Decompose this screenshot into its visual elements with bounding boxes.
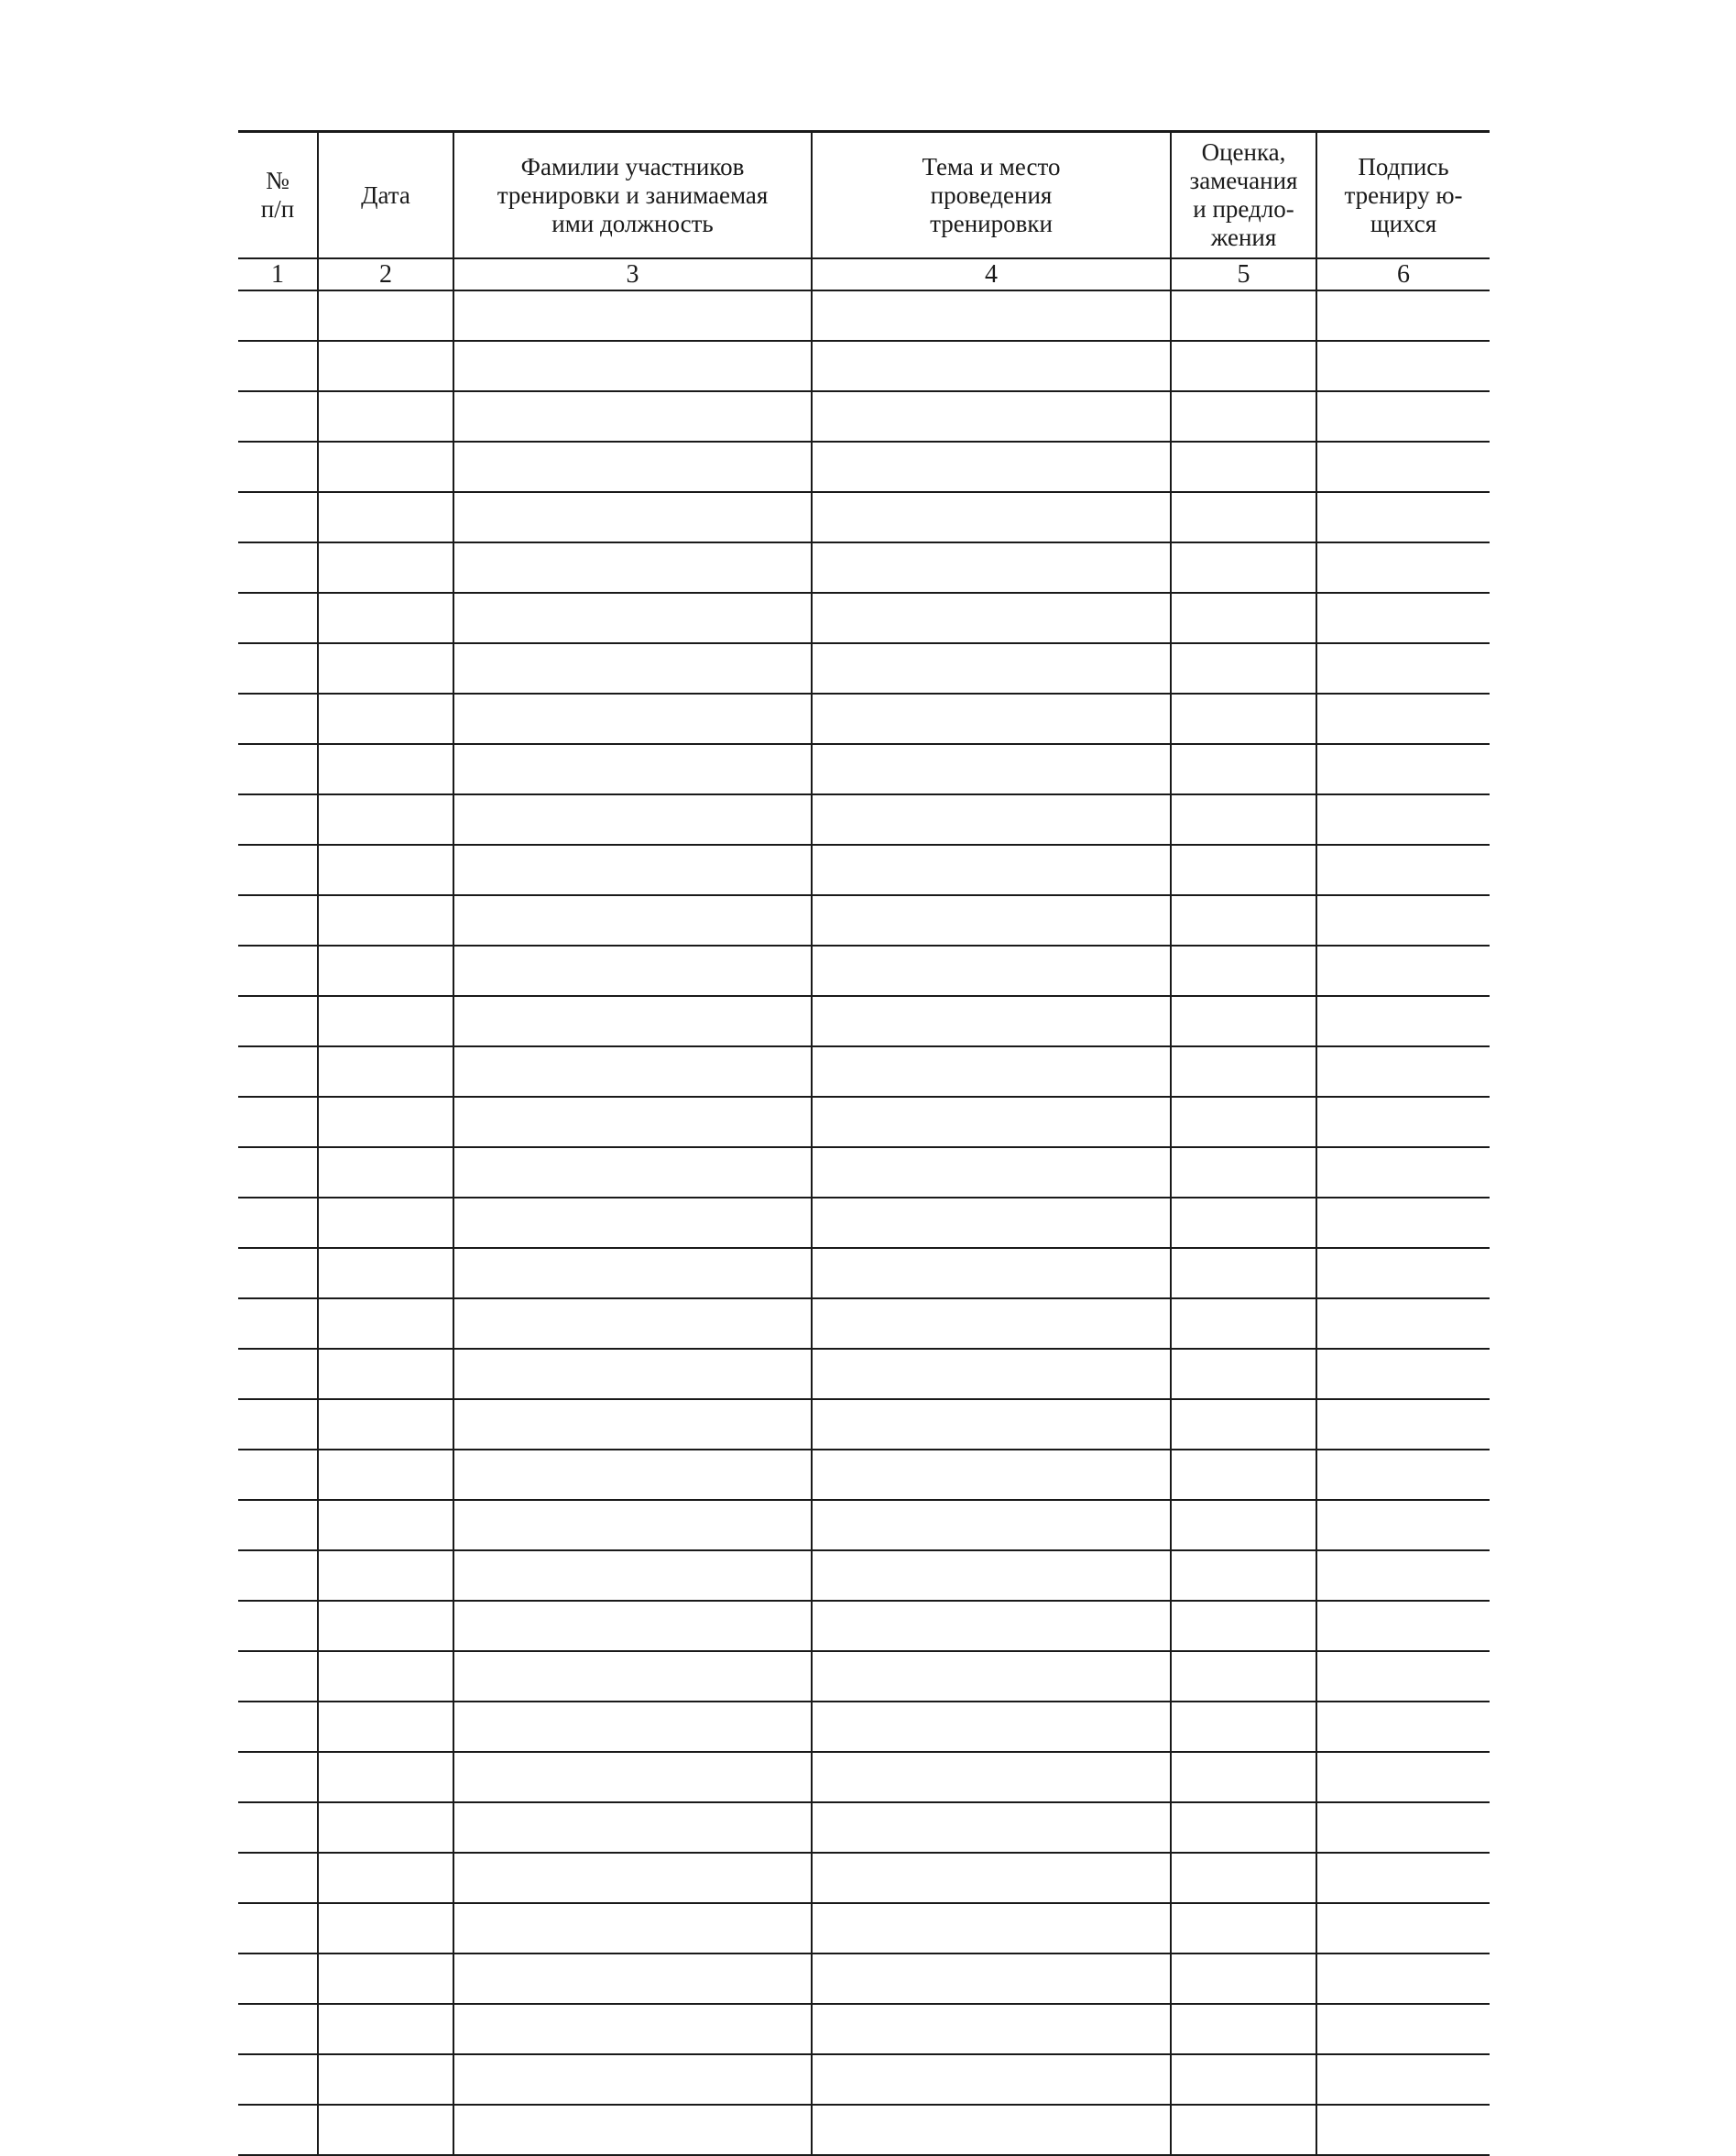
table-row bbox=[238, 1349, 1490, 1399]
table-cell[interactable] bbox=[1316, 1147, 1490, 1198]
table-cell[interactable] bbox=[812, 391, 1171, 442]
table-cell[interactable] bbox=[238, 2004, 318, 2054]
table-cell[interactable] bbox=[812, 341, 1171, 391]
column-number: 6 bbox=[1316, 258, 1490, 290]
header-participants-line: Фамилии участников bbox=[520, 152, 745, 181]
table-cell[interactable] bbox=[238, 290, 318, 341]
table-cell[interactable] bbox=[1316, 2004, 1490, 2054]
table-cell[interactable] bbox=[238, 542, 318, 593]
table-cell[interactable] bbox=[1171, 1954, 1316, 2004]
table-cell[interactable] bbox=[318, 1500, 453, 1550]
table-row bbox=[238, 391, 1490, 442]
table-row bbox=[238, 1097, 1490, 1147]
header-participants-line: ими должность bbox=[551, 209, 714, 237]
header-topic-place-line: тренировки bbox=[930, 209, 1053, 237]
table-cell[interactable] bbox=[1316, 996, 1490, 1046]
table-row bbox=[238, 744, 1490, 794]
table-row bbox=[238, 542, 1490, 593]
table-cell[interactable] bbox=[812, 694, 1171, 744]
table-cell[interactable] bbox=[238, 794, 318, 845]
table-cell[interactable] bbox=[812, 1601, 1171, 1651]
table-cell[interactable] bbox=[318, 1349, 453, 1399]
table-row bbox=[238, 1853, 1490, 1903]
table-cell[interactable] bbox=[238, 946, 318, 996]
table-cell[interactable] bbox=[453, 1802, 812, 1853]
table-cell[interactable] bbox=[453, 1046, 812, 1097]
table-cell[interactable] bbox=[318, 794, 453, 845]
table-cell[interactable] bbox=[812, 1500, 1171, 1550]
header-signature-line: трениру ю- bbox=[1344, 181, 1463, 209]
table-cell[interactable] bbox=[1171, 845, 1316, 895]
table-cell[interactable] bbox=[812, 1954, 1171, 2004]
table-cell[interactable] bbox=[1171, 391, 1316, 442]
table-row bbox=[238, 341, 1490, 391]
column-number-row bbox=[238, 258, 1490, 290]
table-cell[interactable] bbox=[238, 1500, 318, 1550]
table-cell[interactable] bbox=[318, 1802, 453, 1853]
table-cell[interactable] bbox=[318, 1903, 453, 1954]
table-cell[interactable] bbox=[1171, 1601, 1316, 1651]
table-cell[interactable] bbox=[812, 1349, 1171, 1399]
table-row bbox=[238, 2105, 1490, 2155]
table-cell[interactable] bbox=[812, 1450, 1171, 1500]
table-row bbox=[238, 1651, 1490, 1702]
column-number: 4 bbox=[812, 258, 1171, 290]
table-cell[interactable] bbox=[238, 1399, 318, 1450]
table-cell[interactable] bbox=[1171, 492, 1316, 542]
table-cell[interactable] bbox=[238, 744, 318, 794]
table-cell[interactable] bbox=[238, 1450, 318, 1500]
table-cell[interactable] bbox=[238, 1550, 318, 1601]
table-cell[interactable] bbox=[318, 946, 453, 996]
table-cell[interactable] bbox=[1171, 1500, 1316, 1550]
table-cell[interactable] bbox=[812, 1198, 1171, 1248]
table-row bbox=[238, 1702, 1490, 1752]
table-cell[interactable] bbox=[318, 1399, 453, 1450]
table-cell[interactable] bbox=[1316, 794, 1490, 845]
table-cell[interactable] bbox=[812, 1550, 1171, 1601]
table-row bbox=[238, 2054, 1490, 2105]
table-cell[interactable] bbox=[318, 442, 453, 492]
table-cell[interactable] bbox=[812, 946, 1171, 996]
table-cell[interactable] bbox=[1316, 341, 1490, 391]
table-cell[interactable] bbox=[238, 1752, 318, 1802]
table-cell[interactable] bbox=[1171, 1903, 1316, 1954]
table-cell[interactable] bbox=[1316, 2105, 1490, 2155]
table-cell[interactable] bbox=[1316, 643, 1490, 694]
header-signature bbox=[1316, 132, 1490, 259]
table-cell[interactable] bbox=[453, 1198, 812, 1248]
table-cell[interactable] bbox=[318, 643, 453, 694]
table-cell[interactable] bbox=[318, 1601, 453, 1651]
table-row bbox=[238, 1903, 1490, 1954]
table-cell[interactable] bbox=[812, 1046, 1171, 1097]
header-evaluation-line: Оценка, bbox=[1201, 138, 1286, 166]
table-cell[interactable] bbox=[238, 593, 318, 643]
table-cell[interactable] bbox=[318, 290, 453, 341]
table-cell[interactable] bbox=[318, 694, 453, 744]
table-cell[interactable] bbox=[453, 290, 812, 341]
table-cell[interactable] bbox=[1316, 442, 1490, 492]
table-cell[interactable] bbox=[318, 1450, 453, 1500]
table-cell[interactable] bbox=[238, 1702, 318, 1752]
table-cell[interactable] bbox=[812, 845, 1171, 895]
table-cell[interactable] bbox=[238, 2054, 318, 2105]
header-number-line: № bbox=[266, 167, 289, 194]
table-row bbox=[238, 2004, 1490, 2054]
header-topic-place-line: Тема и место bbox=[922, 152, 1061, 181]
table-cell[interactable] bbox=[1171, 1046, 1316, 1097]
table-cell[interactable] bbox=[1316, 1097, 1490, 1147]
table-cell[interactable] bbox=[812, 542, 1171, 593]
table-cell[interactable] bbox=[1171, 1853, 1316, 1903]
header-date-line: Дата bbox=[361, 181, 410, 209]
table-cell[interactable] bbox=[453, 2004, 812, 2054]
table-cell[interactable] bbox=[1171, 290, 1316, 341]
table-cell[interactable] bbox=[453, 996, 812, 1046]
table-cell[interactable] bbox=[238, 1651, 318, 1702]
table-cell[interactable] bbox=[812, 442, 1171, 492]
table-cell[interactable] bbox=[812, 290, 1171, 341]
table-cell[interactable] bbox=[812, 593, 1171, 643]
table-cell[interactable] bbox=[318, 845, 453, 895]
table-cell[interactable] bbox=[1171, 1702, 1316, 1752]
table-cell[interactable] bbox=[1316, 1601, 1490, 1651]
table-cell[interactable] bbox=[238, 1954, 318, 2004]
table-cell[interactable] bbox=[1316, 290, 1490, 341]
table-cell[interactable] bbox=[318, 1046, 453, 1097]
table-cell[interactable] bbox=[453, 542, 812, 593]
table-cell[interactable] bbox=[812, 744, 1171, 794]
table-row bbox=[238, 845, 1490, 895]
table-row bbox=[238, 1752, 1490, 1802]
header-participants-line: тренировки и занимаемая bbox=[497, 181, 769, 209]
table-cell[interactable] bbox=[1171, 2054, 1316, 2105]
table-cell[interactable] bbox=[318, 1651, 453, 1702]
table-cell[interactable] bbox=[812, 1248, 1171, 1298]
training-log-sheet bbox=[238, 130, 1490, 2156]
table-cell[interactable] bbox=[318, 1248, 453, 1298]
table-cell[interactable] bbox=[1171, 1550, 1316, 1601]
table-cell[interactable] bbox=[453, 1349, 812, 1399]
table-cell[interactable] bbox=[1171, 542, 1316, 593]
table-cell[interactable] bbox=[1171, 593, 1316, 643]
table-cell[interactable] bbox=[453, 643, 812, 694]
table-cell[interactable] bbox=[238, 1198, 318, 1248]
table-cell[interactable] bbox=[453, 2054, 812, 2105]
table-cell[interactable] bbox=[238, 694, 318, 744]
table-cell[interactable] bbox=[1171, 996, 1316, 1046]
table-cell[interactable] bbox=[238, 1903, 318, 1954]
table-cell[interactable] bbox=[238, 391, 318, 442]
table-cell[interactable] bbox=[453, 1752, 812, 1802]
table-cell[interactable] bbox=[1316, 391, 1490, 442]
table-cell[interactable] bbox=[1316, 1752, 1490, 1802]
table-cell[interactable] bbox=[812, 895, 1171, 946]
table-cell[interactable] bbox=[1171, 1651, 1316, 1702]
table-cell[interactable] bbox=[453, 442, 812, 492]
table-cell[interactable] bbox=[1316, 1853, 1490, 1903]
table-cell[interactable] bbox=[1316, 1046, 1490, 1097]
table-cell[interactable] bbox=[812, 1752, 1171, 1802]
table-cell[interactable] bbox=[1171, 694, 1316, 744]
table-cell[interactable] bbox=[453, 1903, 812, 1954]
table-cell[interactable] bbox=[1316, 1550, 1490, 1601]
table-row bbox=[238, 1601, 1490, 1651]
table-cell[interactable] bbox=[812, 2054, 1171, 2105]
table-cell[interactable] bbox=[453, 1550, 812, 1601]
table-cell[interactable] bbox=[318, 341, 453, 391]
table-cell[interactable] bbox=[1316, 895, 1490, 946]
table-cell[interactable] bbox=[812, 1097, 1171, 1147]
table-cell[interactable] bbox=[453, 1853, 812, 1903]
header-number bbox=[238, 132, 318, 259]
header-evaluation-line: замечания bbox=[1189, 167, 1298, 194]
table-cell[interactable] bbox=[318, 996, 453, 1046]
table-cell[interactable] bbox=[1316, 1802, 1490, 1853]
table-cell[interactable] bbox=[1171, 341, 1316, 391]
table-cell[interactable] bbox=[1171, 1399, 1316, 1450]
table-row bbox=[238, 1198, 1490, 1248]
table-cell[interactable] bbox=[1316, 1298, 1490, 1349]
header-date bbox=[318, 132, 453, 259]
header-topic-place-line: проведения bbox=[930, 181, 1053, 209]
table-row bbox=[238, 593, 1490, 643]
table-cell[interactable] bbox=[318, 2105, 453, 2155]
table-cell[interactable] bbox=[812, 2105, 1171, 2155]
table-cell[interactable] bbox=[812, 1802, 1171, 1853]
table-cell[interactable] bbox=[238, 442, 318, 492]
table-row bbox=[238, 694, 1490, 744]
table-cell[interactable] bbox=[1316, 946, 1490, 996]
table-cell[interactable] bbox=[318, 2004, 453, 2054]
table-cell[interactable] bbox=[238, 1601, 318, 1651]
table-cell[interactable] bbox=[238, 1853, 318, 1903]
column-number: 5 bbox=[1171, 258, 1316, 290]
table-cell[interactable] bbox=[453, 1651, 812, 1702]
table-cell[interactable] bbox=[318, 1097, 453, 1147]
header-evaluation-line: и предло- bbox=[1193, 195, 1294, 223]
table-cell[interactable] bbox=[453, 946, 812, 996]
table-cell[interactable] bbox=[1171, 1349, 1316, 1399]
table-cell[interactable] bbox=[453, 341, 812, 391]
table-cell[interactable] bbox=[1171, 1198, 1316, 1248]
table-cell[interactable] bbox=[318, 2054, 453, 2105]
table-cell[interactable] bbox=[453, 845, 812, 895]
table-cell[interactable] bbox=[1316, 1450, 1490, 1500]
log-body bbox=[238, 290, 1490, 2155]
table-row bbox=[238, 1954, 1490, 2004]
table-cell[interactable] bbox=[1171, 2004, 1316, 2054]
table-cell[interactable] bbox=[318, 1752, 453, 1802]
header-participants bbox=[453, 132, 812, 259]
table-cell[interactable] bbox=[453, 593, 812, 643]
table-cell[interactable] bbox=[453, 1298, 812, 1349]
table-cell[interactable] bbox=[1171, 1802, 1316, 1853]
table-cell[interactable] bbox=[238, 1097, 318, 1147]
table-cell[interactable] bbox=[238, 341, 318, 391]
table-cell[interactable] bbox=[318, 1147, 453, 1198]
table-row bbox=[238, 442, 1490, 492]
column-number: 3 bbox=[453, 258, 812, 290]
table-cell[interactable] bbox=[238, 643, 318, 694]
table-cell[interactable] bbox=[812, 1147, 1171, 1198]
table-cell[interactable] bbox=[1316, 1248, 1490, 1298]
table-cell[interactable] bbox=[453, 1601, 812, 1651]
table-row bbox=[238, 1550, 1490, 1601]
table-row bbox=[238, 1500, 1490, 1550]
table-cell[interactable] bbox=[812, 1702, 1171, 1752]
table-cell[interactable] bbox=[1171, 1752, 1316, 1802]
table-row bbox=[238, 643, 1490, 694]
table-cell[interactable] bbox=[1316, 1349, 1490, 1399]
table-cell[interactable] bbox=[1171, 1097, 1316, 1147]
table-cell[interactable] bbox=[453, 1500, 812, 1550]
table-cell[interactable] bbox=[453, 794, 812, 845]
table-cell[interactable] bbox=[318, 744, 453, 794]
table-cell[interactable] bbox=[238, 895, 318, 946]
table-cell[interactable] bbox=[1171, 1248, 1316, 1298]
table-cell[interactable] bbox=[318, 542, 453, 593]
table-cell[interactable] bbox=[453, 1450, 812, 1500]
table-cell[interactable] bbox=[318, 1298, 453, 1349]
table-cell[interactable] bbox=[453, 2105, 812, 2155]
table-cell[interactable] bbox=[318, 492, 453, 542]
header-number-line: п/п bbox=[260, 195, 295, 223]
table-cell[interactable] bbox=[1171, 946, 1316, 996]
table-cell[interactable] bbox=[453, 1702, 812, 1752]
training-log-table bbox=[238, 130, 1490, 2156]
table-cell[interactable] bbox=[238, 2105, 318, 2155]
table-row bbox=[238, 895, 1490, 946]
table-cell[interactable] bbox=[1316, 1651, 1490, 1702]
table-cell[interactable] bbox=[238, 492, 318, 542]
header-evaluation-line: жения bbox=[1210, 224, 1277, 251]
table-row bbox=[238, 1450, 1490, 1500]
table-cell[interactable] bbox=[238, 1349, 318, 1399]
table-cell[interactable] bbox=[1316, 492, 1490, 542]
table-cell[interactable] bbox=[812, 996, 1171, 1046]
table-cell[interactable] bbox=[318, 391, 453, 442]
table-cell[interactable] bbox=[1316, 1954, 1490, 2004]
table-cell[interactable] bbox=[1171, 744, 1316, 794]
table-cell[interactable] bbox=[318, 1198, 453, 1248]
table-cell[interactable] bbox=[1316, 2054, 1490, 2105]
table-cell[interactable] bbox=[453, 1399, 812, 1450]
table-row bbox=[238, 1046, 1490, 1097]
table-cell[interactable] bbox=[1171, 1298, 1316, 1349]
table-cell[interactable] bbox=[453, 744, 812, 794]
table-cell[interactable] bbox=[238, 1248, 318, 1298]
table-cell[interactable] bbox=[812, 1399, 1171, 1450]
table-row bbox=[238, 1298, 1490, 1349]
table-cell[interactable] bbox=[453, 492, 812, 542]
table-cell[interactable] bbox=[812, 643, 1171, 694]
table-cell[interactable] bbox=[1171, 442, 1316, 492]
table-cell[interactable] bbox=[1316, 542, 1490, 593]
table-cell[interactable] bbox=[1316, 744, 1490, 794]
table-cell[interactable] bbox=[1316, 1198, 1490, 1248]
table-cell[interactable] bbox=[1316, 1399, 1490, 1450]
header-topic-place bbox=[812, 132, 1171, 259]
table-cell[interactable] bbox=[812, 492, 1171, 542]
table-row bbox=[238, 1248, 1490, 1298]
table-cell[interactable] bbox=[1171, 794, 1316, 845]
table-cell[interactable] bbox=[812, 1298, 1171, 1349]
table-cell[interactable] bbox=[1316, 593, 1490, 643]
table-cell[interactable] bbox=[1316, 694, 1490, 744]
table-cell[interactable] bbox=[812, 2004, 1171, 2054]
table-cell[interactable] bbox=[812, 1903, 1171, 1954]
table-cell[interactable] bbox=[318, 1702, 453, 1752]
table-cell[interactable] bbox=[1171, 2105, 1316, 2155]
table-cell[interactable] bbox=[453, 1248, 812, 1298]
header-signature-line: Подпись bbox=[1358, 152, 1449, 181]
table-cell[interactable] bbox=[238, 1298, 318, 1349]
column-number: 1 bbox=[238, 258, 318, 290]
table-row bbox=[238, 1147, 1490, 1198]
table-cell[interactable] bbox=[453, 391, 812, 442]
table-cell[interactable] bbox=[1171, 643, 1316, 694]
table-cell[interactable] bbox=[453, 895, 812, 946]
table-cell[interactable] bbox=[1316, 1500, 1490, 1550]
table-row bbox=[238, 1802, 1490, 1853]
table-cell[interactable] bbox=[238, 996, 318, 1046]
table-cell[interactable] bbox=[812, 1853, 1171, 1903]
table-cell[interactable] bbox=[1171, 1450, 1316, 1500]
table-cell[interactable] bbox=[1316, 1702, 1490, 1752]
column-number: 2 bbox=[318, 258, 453, 290]
table-cell[interactable] bbox=[238, 1802, 318, 1853]
table-cell[interactable] bbox=[238, 1147, 318, 1198]
table-cell[interactable] bbox=[1316, 845, 1490, 895]
table-cell[interactable] bbox=[318, 1853, 453, 1903]
table-cell[interactable] bbox=[1316, 1903, 1490, 1954]
table-row bbox=[238, 1399, 1490, 1450]
table-row bbox=[238, 996, 1490, 1046]
table-cell[interactable] bbox=[318, 593, 453, 643]
table-cell[interactable] bbox=[318, 1954, 453, 2004]
header-row bbox=[238, 132, 1490, 259]
table-cell[interactable] bbox=[812, 1651, 1171, 1702]
table-cell[interactable] bbox=[453, 694, 812, 744]
table-cell[interactable] bbox=[1171, 895, 1316, 946]
table-cell[interactable] bbox=[238, 1046, 318, 1097]
table-row bbox=[238, 290, 1490, 341]
table-cell[interactable] bbox=[318, 895, 453, 946]
table-cell[interactable] bbox=[812, 794, 1171, 845]
header-signature-line: щихся bbox=[1370, 209, 1437, 237]
table-cell[interactable] bbox=[318, 1550, 453, 1601]
table-cell[interactable] bbox=[453, 1097, 812, 1147]
table-cell[interactable] bbox=[453, 1147, 812, 1198]
table-row bbox=[238, 794, 1490, 845]
header-evaluation bbox=[1171, 132, 1316, 259]
table-cell[interactable] bbox=[1171, 1147, 1316, 1198]
table-cell[interactable] bbox=[238, 845, 318, 895]
table-row bbox=[238, 946, 1490, 996]
table-cell[interactable] bbox=[453, 1954, 812, 2004]
table-row bbox=[238, 492, 1490, 542]
